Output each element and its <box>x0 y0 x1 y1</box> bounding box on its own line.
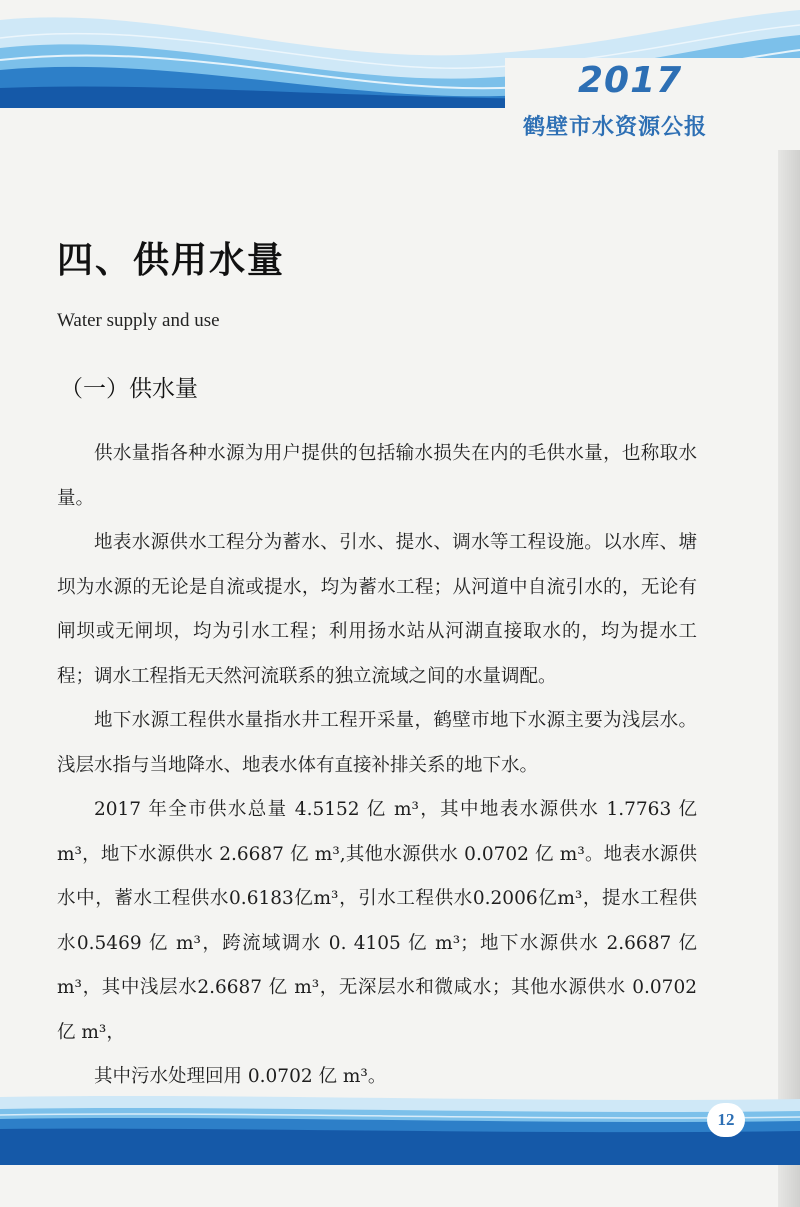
paragraph: 地下水源工程供水量指水井工程开采量，鹤壁市地下水源主要为浅层水。浅层水指与当地降水、地表水体有直接补排关系的地下水。 <box>57 710 697 776</box>
page-number: 12 <box>707 1103 745 1137</box>
section-subtitle: Water supply and use <box>57 310 220 331</box>
page-edge <box>778 0 800 1207</box>
paragraph: 2017 年全市供水总量 4.5152 亿 m³，其中地表水源供水 1.7763 亿 m³，地下水源供水 2.6687 亿 m³,其他水源供水 0.0702 亿 m³。地表水源供水中，蓄水工程供水0.6183亿m³，引水工程供水0.2006亿m³，提水工程供水0.5469 亿 m³，跨流域调水 0. 4105 亿 m³；地下水源供水 2.6687 亿 m³，其中浅层水2.6687 亿 m³，无深层水和微咸水；其他水源供水 0.0702 亿 m³， <box>57 799 697 1043</box>
footer-wave-banner <box>0 1085 800 1165</box>
paragraph: 地表水源供水工程分为蓄水、引水、提水、调水等工程设施。以水库、塘坝为水源的无论是自流或提水，均为蓄水工程；从河道中自流引水的，无论有闸坝或无闸坝，均为引水工程；利用扬水站从河湖直接取水的，均为提水工程；调水工程指无天然河流联系的独立流域之间的水量调配。 <box>57 532 697 687</box>
body-text <box>57 432 697 1100</box>
paragraph: 供水量指各种水源为用户提供的包括输水损失在内的毛供水量，也称取水量。 <box>57 443 697 509</box>
section-title: 四、供用水量 <box>57 240 286 281</box>
bulletin-title: 鹤壁市水资源公报 <box>523 115 708 140</box>
report-year: 2017 <box>578 60 683 101</box>
subsection-title: （一）供水量 <box>60 376 198 402</box>
paragraph: 其中污水处理回用 0.0702 亿 m³。 <box>94 1066 387 1087</box>
